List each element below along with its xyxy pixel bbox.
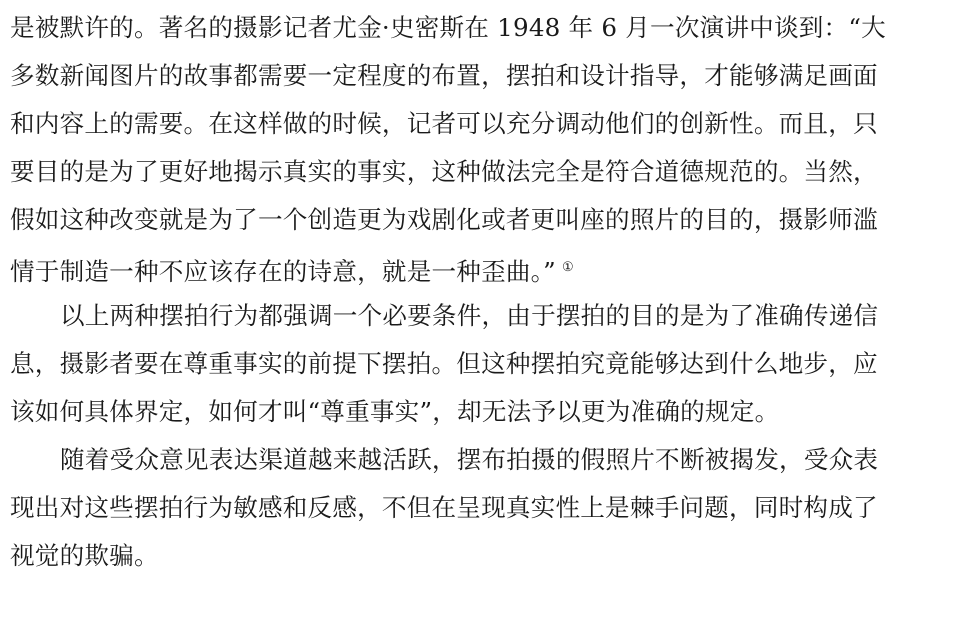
text-line: 以上两种摆拍行为都强调一个必要条件，由于摆拍的目的是为了准确传递信	[60, 301, 879, 330]
text-line: 是被默许的。著名的摄影记者尤金·史密斯在 1948 年 6 月一次演讲中谈到：“大	[10, 13, 886, 42]
paragraph-1	[10, 8, 963, 296]
text-line: 要目的是为了更好地揭示真实的事实，这种做法完全是符合道德规范的。当然，	[10, 157, 878, 186]
paragraph-3	[10, 440, 963, 584]
text-line: 多数新闻图片的故事都需要一定程度的布置，摆拍和设计指导，才能够满足画面	[10, 61, 878, 90]
text-line: 假如这种改变就是为了一个创造更为戏剧化或者更叫座的照片的目的，摄影师滥	[10, 205, 878, 234]
text-line-with-footnote	[10, 248, 963, 296]
text-line: 情于制造一种不应该存在的诗意，就是一种歪曲。”	[10, 257, 556, 286]
paragraph-2	[10, 296, 963, 440]
text-line: 该如何具体界定，如何才叫“尊重事实”，却无法予以更为准确的规定。	[10, 397, 780, 426]
text-line: 视觉的欺骗。	[10, 541, 159, 570]
text-line: 和内容上的需要。在这样做的时候，记者可以充分调动他们的创新性。而且，只	[10, 109, 878, 138]
text-line: 随着受众意见表达渠道越来越活跃，摆布拍摄的假照片不断被揭发，受众表	[60, 445, 879, 474]
text-line: 息，摄影者要在尊重事实的前提下摆拍。但这种摆拍究竟能够达到什么地步，应	[10, 349, 878, 378]
footnote-marker[interactable]: ①	[561, 260, 574, 275]
text-line: 现出对这些摆拍行为敏感和反感，不但在呈现真实性上是棘手问题，同时构成了	[10, 493, 878, 522]
